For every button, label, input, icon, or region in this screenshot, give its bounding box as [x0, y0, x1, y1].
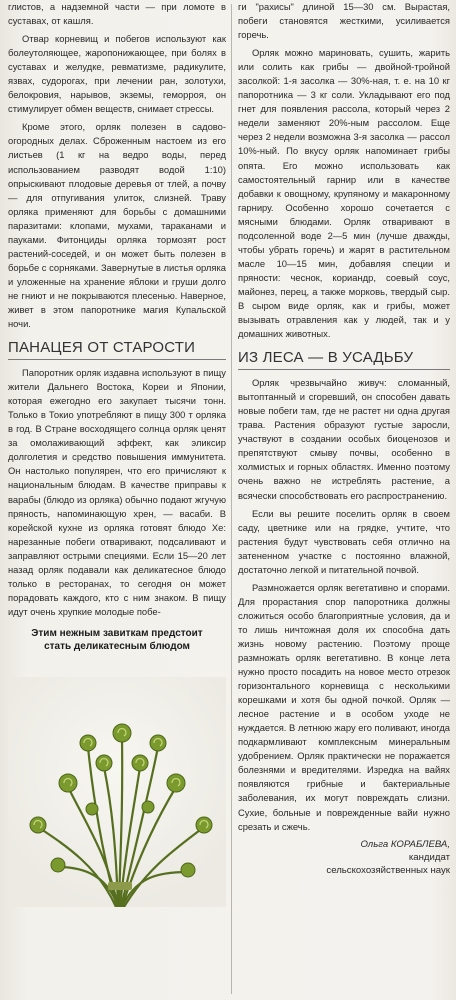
photo-block	[8, 627, 226, 897]
paragraph: ги "рахисы" длиной 15—30 см. Вырастая, побеги становятся жесткими, усиливается горечь.	[238, 1, 450, 41]
paragraph: Папоротник орляк издавна используют в пищу жители Дальнего Востока, Кореи и Японии, которая ежегодно его закупает тысячи тонн. Только в Токио употребляют в пищу 300 т орляка в год. В Стране восходящего солнца орляк ценят за омолаживающий эффект, как эликсир долголетия и средство повышения иммунитета. Он настолько популярен, что его причисляют к национальным блюдам. В качестве приправы к варабы (блюдо из орляка) обычно подают жгучую пряность, напоминающую хрен, — васаби. В корейской кухне из орляка готовят блюдо Хе: нарезанные побеги отваривают, подсаливают и заправляют острыми специями. Если 15—20 лет назад орляк подавали как деликатесное блюдо только в ресторанах, то сегодня он может порадовать каждого, кто с ним знаком. В пищу идут очень хрупкие молодые побе-	[8, 367, 226, 617]
paragraph: Размножается орляк вегетативно и спорами. Для прорастания спор папоротника должны сложиться особо благоприятные условия, да и то лишь ничтожная доля их способна дать жизнь новому растению. Поэтому проще размножать орляк вегетативно. В конце лета нужно просто посадить на новое место отрезок горизонтального корневища с несколькими корешками и хотя бы одной почкой. Орляк — лесное растение и в особом уходе не нуждается. В летнюю жару его поливают, иногда подкармливают комплексным минеральным удобрением. Орляк практически не поражается болезнями и вредителями. Изредка на вайях появляются грибные и бактериальные заболевания, их могут повреждать слизни. Сухие, больные и поврежденные вайи нужно срезать и сжечь.	[238, 581, 450, 832]
fern-fiddleheads-photo	[8, 677, 226, 907]
paragraph: Орляк чрезвычайно живуч: сломанный, вытоптанный и сгоревший, он способен давать новые побеги там, где не растет ни одна другая трава. Растения образуют густые заросли, участвуют в создании особых биоценозов и препятствуют смыву почвы, особенно в холмистых и горных областях. Именно поэтому очень важно не истреблять растение, а всячески способствовать его распространению.	[238, 377, 450, 501]
right-column	[238, 0, 450, 877]
paragraph: глистов, а надземной части — при ломоте в суставах, от кашля.	[8, 1, 226, 27]
column-divider	[231, 4, 232, 994]
paragraph: Кроме этого, орляк полезен в садово-огородных делах. Сброженным настоем из его листьев (1 кг на ведро воды, перед использованием разводят водой 1:10) опрыскивают плодовые деревья от тлей, а почву — для отпугивания улиток, слизней. Траву орляка применяют для борьбы с домашними паразитами: клопами, мухами, тараканами и пауками. Фитонциды орляка тормозят рост растений-соседей, и он может быть полезен в борьбе с сорняками. Завернутые в листья орляка и уложенные на хранение яблоки и груши долго не гниют и не покрываются плесенью. Наверное, живет в этом папоротнике магия Купальской ночи.	[8, 121, 226, 330]
section-heading: ПАНАЦЕЯ ОТ СТАРОСТИ	[8, 337, 226, 360]
author-name: Ольга КОРАБЛЕВА,	[360, 838, 450, 850]
paragraph: Орляк можно мариновать, сушить, жарить или солить как грибы — двойной-тройной засолкой: 1-я засолка — 30%-ная, т. е. на 10 кг папоротника — 3 кг соли. Укладывают его под гнет для появления рассола, который через 2 недели заменяют 20%-ным рассолом. Еще через 2 недели возможна 3-я засолка — рассол 10%-ный. По вкусу орляк напоминает грибы опята. Его можно использовать как самостоятельный гарнир или в качестве добавки к овощному, крупяному и макаронному гарниру. Особенно хорошо сочетается с мясными блюдами. Орляк отваривают в подсоленной воде 2—5 мин (лучше дважды, чтобы убрать горечь) и жарят в растительном масле 10—15 мин, добавляя специи и пряности: чеснок, кориандр, соевый соус, майонез, перец, а также морковь, твердый сыр. В сыром виде орляк, как и грибы, может вызывать отравления как у людей, так и у домашних животных.	[238, 47, 450, 340]
paragraph: Если вы решите поселить орляк в своем саду, цветнике или на грядке, учтите, что растения будут чувствовать себя отлично на затененном участке с постоянно влажной, достаточно легкой и питательной почвой.	[238, 507, 450, 575]
photo-caption: Этим нежным завиткам предстоит стать деликатесным блюдом	[31, 627, 203, 652]
author-title-line2: сельскохозяйственных наук	[326, 864, 450, 876]
author-title-line1: кандидат	[408, 851, 450, 863]
section-heading: ИЗ ЛЕСА — В УСАДЬБУ	[238, 347, 450, 370]
paragraph: Отвар корневищ и побегов используют как болеутоляющее, жаропонижающее, при болях в суставах и желудке, ревматизме, радикулите, язвах, судорогах, при лечении ран, золотухи, белокровия, нарывов, экземы, геморроя, он стимулирует обмен веществ, снимает стрессы.	[8, 33, 226, 115]
author-signature	[238, 838, 450, 877]
left-column	[8, 0, 226, 897]
